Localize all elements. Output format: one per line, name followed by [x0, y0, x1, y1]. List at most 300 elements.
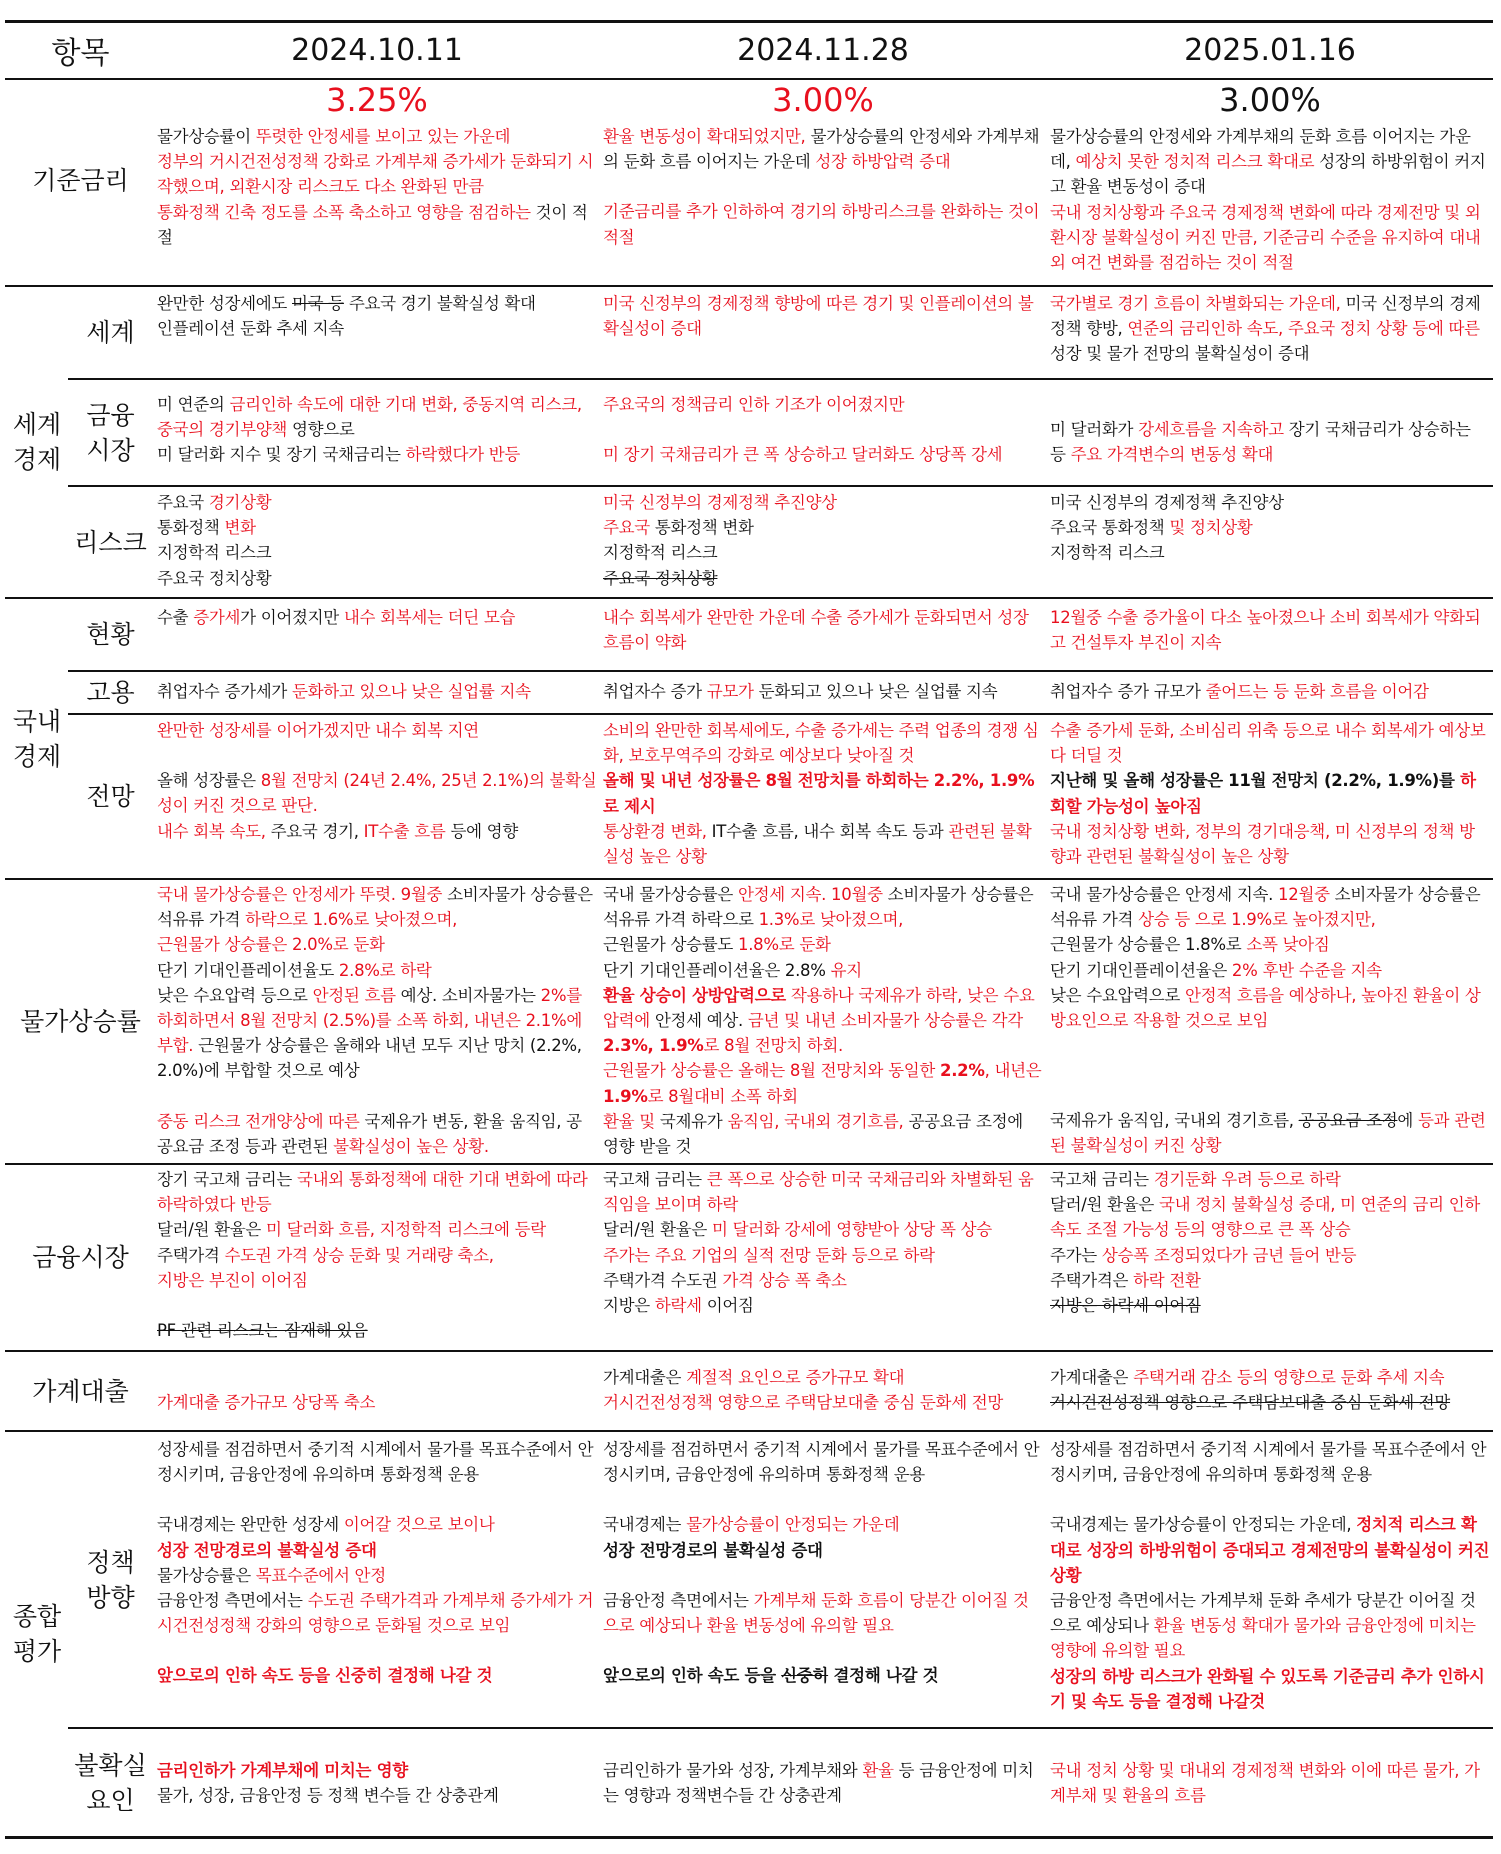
text-run: 국내 정치 상황 및 대내외 경제정책 변화와 이에 따른 물가, 가계부채 및 환율의 흐름 — [1050, 1761, 1480, 1806]
text-run: 하락세 — [654, 1296, 702, 1316]
text-run: 주요국 정치상황 — [603, 568, 718, 588]
text-line — [157, 1783, 597, 1808]
text-line — [1050, 1758, 1490, 1808]
text-line — [1050, 1293, 1490, 1318]
paragraph-gap — [157, 1487, 597, 1512]
text-run: 거시건전성정책 영향으로 주택담보대출 중심 둔화세 전망 — [603, 1393, 1004, 1413]
label-base-rate: 기준금리 — [32, 165, 129, 195]
text-line — [603, 1758, 1043, 1808]
text-run: 국내외 통화정책에 대한 기대 변화에 따라 하락하였다 반등 — [157, 1170, 588, 1215]
text-run: 금리인하가 가계부채에 미치는 영향 — [157, 1761, 408, 1780]
text-run: 미 달러화 지수 및 장기 국채금리는 — [157, 445, 406, 465]
text-run: 낮은 수요압력으로 — [1050, 985, 1186, 1005]
text-run: 주택가격은 — [1050, 1270, 1134, 1290]
row-divider — [5, 1430, 1493, 1432]
text-run: 달러/원 환율은 — [1050, 1195, 1159, 1215]
text-run: 물가상승률의 안정세와 가계부채의 둔화 흐름 이어지는 가운데 — [603, 127, 1040, 172]
text-line — [1050, 1390, 1490, 1415]
text-run: 가계대출 증가규모 상당폭 축소 — [157, 1393, 376, 1412]
text-line — [157, 958, 597, 983]
text-run: 앞으로의 인하 속도 등을 — [603, 1666, 782, 1686]
text-run: 2.3%, 1.9% — [603, 1036, 704, 1056]
text-run: 주요국 통화정책 — [1050, 518, 1170, 538]
text-line — [603, 983, 1043, 1059]
cell-uncertainty-1 — [157, 1758, 597, 1808]
text-line — [1050, 983, 1490, 1033]
text-run: 달러/원 환율은 — [157, 1220, 266, 1240]
text-run: 환율 변동성 확대가 물가와 금융안정에 미치는 영향에 유의할 필요 — [1050, 1616, 1476, 1661]
paragraph-gap — [1050, 1058, 1490, 1083]
text-line — [157, 200, 597, 250]
label-world-economy: 세계 경제 — [12, 410, 62, 474]
text-run: 미 달러화가 — [1050, 420, 1139, 439]
text-run: 근원물가 상승률은 1.8%로 — [1050, 935, 1247, 955]
cell-fin-market-sub-3 — [1050, 392, 1490, 467]
text-run: PF 관련 리스크는 잠재해 있음 — [157, 1321, 368, 1341]
text-line — [1050, 718, 1490, 768]
paragraph-gap — [603, 1563, 1043, 1588]
text-run: 하락으로 1.6%로 낮아졌으며, — [245, 910, 458, 930]
text-line — [157, 1512, 597, 1537]
text-run: 계절적 요인으로 증가규모 확대 — [686, 1368, 905, 1387]
text-line — [1050, 768, 1490, 818]
text-line — [1050, 490, 1490, 515]
text-run: 이어갈 것으로 보이나 — [343, 1515, 495, 1535]
text-run: 로 8월대비 소폭 하회 — [647, 1086, 798, 1106]
text-run: 결정해 나갈 것 — [828, 1666, 939, 1686]
text-run: 물가상승률이 — [157, 127, 256, 146]
paragraph-gap — [603, 1638, 1043, 1663]
text-run: 성장세를 점검하면서 중기적 시계에서 물가를 목표수준에서 안정시키며, 금융안정에 유의하며 통화정책 운용 — [1050, 1440, 1487, 1485]
cell-status-1 — [157, 605, 597, 630]
text-run: 2% 후반 수준을 지속 — [1231, 960, 1382, 980]
text-run: 가격 상승 폭 축소 — [722, 1270, 847, 1290]
cell-uncertainty-3 — [1050, 1758, 1490, 1808]
text-run: 성장의 하방위험이 커지고 환율 변동성이 증대 — [1050, 152, 1486, 197]
text-line — [603, 124, 1043, 174]
text-line — [603, 291, 1043, 341]
label-domestic-economy: 국내 경제 — [12, 706, 62, 771]
text-line — [603, 1365, 1043, 1390]
text-line — [157, 932, 597, 957]
text-run: 주요국 경기 불확실성 확대 — [343, 294, 536, 313]
text-run: 주가는 주요 기업의 실적 전망 둔화 등으로 하락 — [603, 1245, 935, 1265]
cell-world-2 — [603, 291, 1043, 341]
label-overall: 종합 평가 — [12, 1602, 62, 1666]
cell-outlook-1 — [157, 718, 597, 844]
text-run: 소비자물가 상승률은 석유류 가격 — [157, 885, 593, 930]
text-line — [157, 1538, 597, 1563]
cell-world-1 — [157, 291, 597, 341]
header-date-3: 2025.01.16 — [1184, 32, 1356, 68]
text-line — [157, 1588, 597, 1638]
text-line — [1050, 1167, 1490, 1192]
text-line — [603, 882, 1043, 932]
text-run: 국제유가 움직임, 국내외 경기흐름, — [1050, 1111, 1299, 1131]
text-run: 정치적 리스크 확대로 성장의 하방위험이 증대되고 경제전망의 불확실성이 커진 상황 — [1050, 1515, 1490, 1585]
text-run: 중동 리스크 전개양상에 따른 — [157, 1111, 360, 1131]
text-line — [603, 768, 1043, 818]
text-run: 근원물가 상승률도 — [603, 935, 739, 955]
text-line — [1050, 1437, 1490, 1487]
row-divider — [5, 878, 1493, 880]
text-run: IT수출 흐름 — [363, 821, 446, 841]
text-run: 통화정책 긴축 정도를 소폭 축소하고 영향을 점검하는 — [157, 202, 531, 222]
text-line — [1050, 515, 1490, 540]
text-run: 가 이어졌지만 — [240, 608, 344, 627]
text-line — [1050, 932, 1490, 957]
row-divider — [5, 1350, 1493, 1352]
text-run: 소비의 완만한 회복세에도, 수출 증가세는 주력 업종의 경쟁 심화, 보호무역주의 강화로 예상보다 낮아질 것 — [603, 721, 1039, 766]
text-line — [157, 679, 597, 704]
text-run: 장기 국채금리가 상승하는 등 — [1050, 420, 1471, 465]
text-run: 성장세를 점검하면서 중기적 시계에서 물가를 목표수준에서 안정시키며, 금융안정에 유의하며 통화정책 운용 — [157, 1440, 594, 1485]
text-run: 환율 상승이 상방압력으로 — [603, 985, 786, 1005]
text-run: 단기 기대인플레이션율은 2.8% — [603, 960, 831, 980]
text-run: 국내 정치 불확실성 증대, 미 연준의 금리 인하 속도 조절 가능성 등의 영향으로 큰 폭 상승 — [1050, 1195, 1481, 1240]
text-line — [157, 819, 597, 844]
text-line — [603, 566, 1043, 591]
label-household-loan: 가계대출 — [32, 1376, 129, 1406]
text-run: 물가, 성장, 금융안정 등 정책 변수들 간 상충관계 — [157, 1786, 499, 1806]
header-date-2: 2024.11.28 — [737, 32, 909, 68]
cell-policy-3 — [1050, 1437, 1490, 1714]
text-run: 소비자물가 상승률은 석유류 가격 — [1050, 885, 1481, 930]
text-run: 단기 기대인플레이션율은 — [1050, 960, 1232, 980]
cell-policy-1 — [157, 1437, 597, 1689]
text-run: 규모가 — [706, 682, 754, 701]
text-line — [603, 490, 1043, 515]
text-run: 국내경제는 — [603, 1515, 687, 1535]
text-line — [157, 1390, 597, 1415]
text-line — [1050, 819, 1490, 869]
text-run: 국내 정치상황 변화, 정부의 경기대응책, 미 신정부의 정책 방향과 관련된 불확실성이 높은 상황 — [1050, 821, 1475, 867]
text-run: 미국 신정부의 경제정책 향방에 따른 경기 및 인플레이션의 불확실성이 증대 — [603, 294, 1034, 339]
text-run: 미국 신정부의 경제정책 추진양상 — [603, 493, 837, 512]
text-line — [603, 1538, 1043, 1563]
text-run: 내수 회복세는 더딘 모습 — [343, 608, 516, 627]
text-run: 큰 폭으로 상승한 미국 국채금리와 차별화된 움직임을 보이며 하락 — [603, 1170, 1034, 1215]
text-run: 하락했다가 반등 — [405, 445, 521, 465]
text-run: 지정학적 리스크 — [1050, 543, 1165, 563]
text-run: 작용하나 국제유가 하락, 낮은 수요압력에 — [603, 985, 1035, 1031]
text-run: 주택거래 감소 등의 영향으로 둔화 추세 지속 — [1133, 1368, 1445, 1387]
paragraph-gap — [157, 1084, 597, 1109]
text-run: 가계대출은 — [603, 1368, 687, 1387]
text-run: 1.9% — [603, 1086, 648, 1106]
paragraph-gap — [603, 174, 1043, 199]
bottom-rule — [5, 1836, 1493, 1839]
text-line — [157, 983, 597, 1084]
cell-inflation-1 — [157, 882, 597, 1159]
text-run: 금년 및 내년 소비자물가 상승률은 각각 — [747, 1011, 1023, 1031]
text-run: 연준의 금리인하 속도, 주요국 정치 상황 등에 따른 — [1127, 319, 1480, 339]
text-line — [603, 718, 1043, 768]
text-run: 움직임, 국내외 경기흐름, — [727, 1111, 904, 1131]
text-run: 상승폭 조정되었다가 금년 들어 반등 — [1101, 1245, 1357, 1265]
row-divider — [5, 597, 1493, 599]
text-run: 물가상승률이 안정되는 가운데 — [686, 1515, 900, 1535]
text-run: 금융안정 측면에서는 가계부채 둔화 추세가 당분간 이어질 것으로 예상되나 — [1050, 1591, 1476, 1636]
text-line — [1050, 200, 1490, 276]
text-run: 성장의 하방 리스크가 완화될 수 있도록 기준금리 추가 인하시기 및 속도 등을 결정해 나갈것 — [1050, 1666, 1485, 1711]
text-line — [157, 124, 597, 149]
cell-world-3 — [1050, 291, 1490, 367]
text-run: 유지 — [830, 960, 862, 980]
text-line — [1050, 1588, 1490, 1664]
text-run: 근원물가 상승률은 올해와 내년 모두 지난 망치 (2.2%, 2.0%)에 부합할 것으로 예상 — [157, 1036, 582, 1081]
text-run: 미 달러화 흐름, 지정학적 리스크에 등락 — [265, 1220, 546, 1240]
text-line — [603, 1390, 1043, 1415]
text-run: 내수 회복세가 완만한 가운데 수출 증가세가 둔화되면서 성장 흐름이 약화 — [603, 608, 1029, 653]
text-line — [603, 1243, 1043, 1268]
text-run: 지정학적 리스크 — [157, 543, 272, 563]
text-line — [603, 1268, 1043, 1293]
text-line — [603, 932, 1043, 957]
text-run: 국내 물가상승률은 안정세 지속. — [1050, 885, 1279, 904]
text-run: 미 장기 국채금리가 큰 폭 상승하고 달러화도 상당폭 강세 — [603, 445, 1003, 465]
text-run: 1.8%로 둔화 — [738, 935, 831, 955]
text-run: 통화정책 변화 — [649, 518, 754, 538]
row-divider — [68, 378, 1493, 380]
text-run: 주요국 정치상황 — [157, 568, 272, 588]
row-divider — [5, 1163, 1493, 1165]
text-run: 안정적 흐름을 예상하나, 높아진 환율이 상방요인으로 작용할 것으로 보임 — [1050, 985, 1481, 1031]
text-line — [1050, 291, 1490, 367]
text-line — [157, 1663, 597, 1688]
text-run: 소비자물가 상승률은 석유류 가격 하락으로 — [603, 885, 1034, 930]
paragraph-gap — [157, 743, 597, 768]
text-run: 1.3%로 낮아졌으며, — [758, 910, 904, 930]
text-run: 장기 국고채 금리는 — [157, 1170, 297, 1189]
text-run: IT수출 흐름, 내수 회복 속도 등과 — [706, 821, 949, 841]
cell-outlook-3 — [1050, 718, 1490, 869]
text-line — [603, 1512, 1043, 1537]
paragraph-gap — [157, 1365, 597, 1390]
text-run: 둔화하고 있으나 낮은 실업률 지속 — [292, 682, 531, 701]
text-run: 지정학적 리스크 — [603, 543, 718, 563]
row-divider — [68, 670, 1493, 672]
row-divider — [68, 1727, 1493, 1729]
text-run: 이어짐 — [701, 1296, 754, 1316]
text-run: 완만한 성장세에도 — [157, 294, 293, 313]
text-line — [1050, 958, 1490, 983]
text-line — [157, 882, 597, 932]
text-run: 경기둔화 우려 등으로 하락 — [1153, 1170, 1341, 1189]
label-status: 현황 — [86, 620, 135, 649]
text-line — [603, 958, 1043, 983]
text-run: 국가별로 경기 흐름이 차별화되는 가운데, — [1050, 294, 1341, 313]
text-run: 예상. 소비자물가는 — [395, 985, 541, 1005]
text-line — [1050, 1512, 1490, 1588]
text-run: 환율 변동성이 확대되었지만, — [603, 127, 806, 146]
text-run: 올해 성장률은 — [157, 771, 261, 791]
text-line — [157, 1758, 597, 1783]
text-run: 국제유가 변동, 환율 움직임, 공공요금 조정 등과 관련된 — [157, 1111, 582, 1156]
text-line — [603, 515, 1043, 540]
paragraph-gap — [1050, 392, 1490, 417]
text-line — [603, 1293, 1043, 1318]
text-run: 주요 가격변수의 변동성 확대 — [1070, 445, 1274, 465]
rate-1: 3.25% — [326, 81, 428, 119]
label-world: 세계 — [86, 317, 135, 347]
text-run: 취업자수 증가 — [603, 682, 707, 701]
text-run: 신중히 — [781, 1666, 829, 1686]
text-run: 주택가격 — [157, 1245, 225, 1265]
text-run: 목표수준에서 안정 — [255, 1565, 386, 1585]
cell-household-loan-2 — [603, 1365, 1043, 1415]
text-line — [157, 515, 597, 540]
text-run: 공공요금 조정 — [1298, 1111, 1398, 1131]
paragraph-gap — [157, 1293, 597, 1318]
cell-fin-market-2 — [603, 1167, 1043, 1318]
cell-employment-2 — [603, 679, 1043, 704]
text-run: 수도권 가격 상승 둔화 및 거래량 축소, — [224, 1245, 494, 1265]
text-line — [157, 605, 597, 630]
paragraph-gap — [603, 417, 1043, 442]
text-line — [157, 1109, 597, 1159]
text-run: 취업자수 증가 규모가 — [1050, 682, 1206, 701]
label-uncertainty: 불확실 요인 — [74, 1750, 147, 1815]
text-run: 영향으로 — [287, 420, 355, 440]
cell-fin-market-sub-1 — [157, 392, 597, 468]
text-run: 물가상승률은 — [157, 1565, 256, 1585]
paragraph-gap — [603, 1487, 1043, 1512]
label-risk: 리스크 — [74, 527, 147, 557]
text-line — [603, 605, 1043, 655]
text-run: 근원물가 상승률은 올해는 8월 전망치와 동일한 — [603, 1061, 941, 1081]
text-run: 미 달러화 강세에 영향받아 상당 폭 상승 — [711, 1220, 992, 1240]
text-line — [157, 291, 597, 316]
text-run: 금리인하 속도에 대한 기대 변화, 중동지역 리스크, 중국의 경기부양책 — [157, 395, 582, 440]
label-policy: 정책 방향 — [86, 1547, 135, 1612]
text-run: 성장세를 점검하면서 중기적 시계에서 물가를 목표수준에서 안정시키며, 금융안정에 유의하며 통화정책 운용 — [603, 1440, 1040, 1485]
rate-3: 3.00% — [1219, 81, 1321, 119]
text-line — [1050, 1192, 1490, 1242]
header-date-1: 2024.10.11 — [291, 32, 463, 68]
text-run: 안정세 예상. — [649, 1011, 748, 1031]
text-run: 것이 적절 — [157, 202, 588, 247]
text-line — [157, 149, 597, 199]
text-line — [157, 1217, 597, 1242]
text-line — [603, 1663, 1043, 1688]
text-run: 가계부채 둔화 흐름이 당분간 이어질 것으로 예상되나 환율 변동성에 유의할 필요 — [603, 1590, 1029, 1636]
text-run: 물가상승률의 안정세와 가계부채의 둔화 흐름 이어지는 가운데, — [1050, 127, 1471, 172]
text-run: 올해 및 내년 성장률은 8월 전망치를 하회하는 2.2%, 1.9%로 제시 — [603, 771, 1035, 816]
text-run: 줄어드는 등 둔화 흐름을 이어감 — [1205, 682, 1429, 701]
text-line — [1050, 124, 1490, 200]
text-line — [603, 679, 1043, 704]
text-line — [603, 199, 1043, 249]
cell-inflation-2 — [603, 882, 1043, 1159]
cell-fin-market-3 — [1050, 1167, 1490, 1318]
text-run: 지방은 하락세 이어짐 — [1050, 1296, 1201, 1316]
text-run: 금융안정 측면에서는 — [157, 1591, 308, 1611]
text-run: 하회할 가능성이 높아짐 — [1050, 771, 1476, 816]
cell-base-rate-2 — [603, 124, 1043, 250]
text-run: 금리인하가 물가와 성장, 가계부채와 — [603, 1761, 863, 1780]
cell-risk-3 — [1050, 490, 1490, 566]
text-run: 2.2% — [940, 1061, 985, 1081]
text-line — [1050, 540, 1490, 565]
text-run: 뚜렷한 안정세를 보이고 있는 가운데 — [255, 127, 511, 146]
text-run: 정부의 거시건전성정책 강화로 가계부채 증가세가 둔화되기 시작했으며, 외환시장 리스크도 다소 완화된 만큼 — [157, 152, 594, 197]
text-run: 주요국의 정책금리 인하 기조가 이어졌지만 — [603, 395, 905, 414]
text-run: 금융안정 측면에서는 — [603, 1590, 754, 1610]
text-run: 미국 등 — [292, 294, 344, 313]
text-run: 근원물가 상승률은 2.0%로 둔화 — [157, 935, 385, 955]
text-run: 수도권 주택가격과 가계부채 증가세가 거시건전성정책 강화의 영향으로 둔화될 것으로 보임 — [157, 1591, 594, 1636]
text-run: 국내경제는 완만한 성장세 — [157, 1515, 344, 1535]
label-outlook: 전망 — [86, 782, 135, 811]
text-run: 기준금리를 추가 인하하여 경기의 하방리스크를 완화하는 것이 적절 — [603, 202, 1040, 247]
text-run: 주가는 — [1050, 1245, 1102, 1265]
text-run: 내수 회복 속도, — [157, 821, 266, 841]
rate-2: 3.00% — [772, 81, 874, 119]
text-run: 둔화되고 있으나 낮은 실업률 지속 — [753, 682, 998, 701]
text-run: 등에 영향 — [445, 821, 518, 841]
cell-base-rate-1 — [157, 124, 597, 250]
text-run: 주택가격 수도권 — [603, 1270, 723, 1290]
text-run: 8월 전망치 (24년 2.4%, 25년 2.1%)의 불확실성이 커진 것으로 판단. — [157, 771, 597, 816]
text-line — [1050, 605, 1490, 655]
cell-employment-1 — [157, 679, 597, 704]
text-line — [157, 1563, 597, 1588]
text-run: 강세흐름을 지속하고 — [1138, 420, 1284, 439]
cell-status-2 — [603, 605, 1043, 655]
text-run: 12월중 — [1278, 885, 1330, 904]
paragraph-gap — [157, 1638, 597, 1663]
label-inflation: 물가상승률 — [20, 1007, 141, 1036]
text-run: 2%를 하회하면서 8월 전망치 (2.5%)를 소폭 하회, 내년은 2.1%에 부합. — [157, 985, 582, 1056]
paragraph-gap — [1050, 1487, 1490, 1512]
text-run: 안정세 지속. 10월중 — [738, 885, 883, 904]
text-run: 환율 — [862, 1761, 894, 1780]
text-run: 앞으로의 인하 속도 등을 신중히 결정해 나갈 것 — [157, 1666, 493, 1686]
text-run: 공공요금 조정에 영향 받을 것 — [603, 1111, 1023, 1157]
text-line — [157, 1437, 597, 1487]
text-run: 수출 — [157, 608, 194, 627]
text-line — [157, 540, 597, 565]
text-line — [603, 1588, 1043, 1638]
text-run: 증가세 — [193, 608, 241, 627]
text-run: 취업자수 증가세가 — [157, 682, 293, 701]
text-line — [1050, 1664, 1490, 1714]
text-run: 환율 및 — [603, 1111, 655, 1131]
text-run: 변화 — [224, 518, 256, 538]
text-run: 경기상황 — [208, 493, 272, 512]
label-employment: 고용 — [86, 678, 135, 707]
text-run: 불확실성이 높은 상황. — [333, 1136, 489, 1156]
text-line — [157, 1318, 597, 1343]
text-run: 완만한 성장세를 이어가겠지만 내수 회복 지연 — [157, 721, 479, 740]
text-run: 수출 증가세 둔화, 소비심리 위축 등으로 내수 회복세가 예상보다 더딜 것 — [1050, 721, 1486, 766]
text-run: 로 8월 전망치 하회. — [703, 1036, 843, 1056]
text-line — [1050, 417, 1490, 467]
cell-risk-1 — [157, 490, 597, 591]
text-run: 주요국 — [603, 518, 650, 538]
text-run: 단기 기대인플레이션율도 — [157, 960, 339, 980]
text-line — [157, 718, 597, 743]
text-line — [1050, 882, 1490, 932]
text-run: 통상환경 변화, — [603, 821, 707, 841]
text-run: 인플레이션 둔화 추세 지속 — [157, 319, 344, 339]
text-line — [1050, 1108, 1490, 1158]
text-run: 지난해 및 올해 성장률은 11월 전망치 (2.2%, 1.9%)를 — [1050, 771, 1461, 791]
text-run: 등과 관련된 불확실성이 커진 상황 — [1050, 1111, 1486, 1156]
text-run: 2.8%로 하락 — [338, 960, 432, 980]
text-line — [157, 392, 597, 442]
